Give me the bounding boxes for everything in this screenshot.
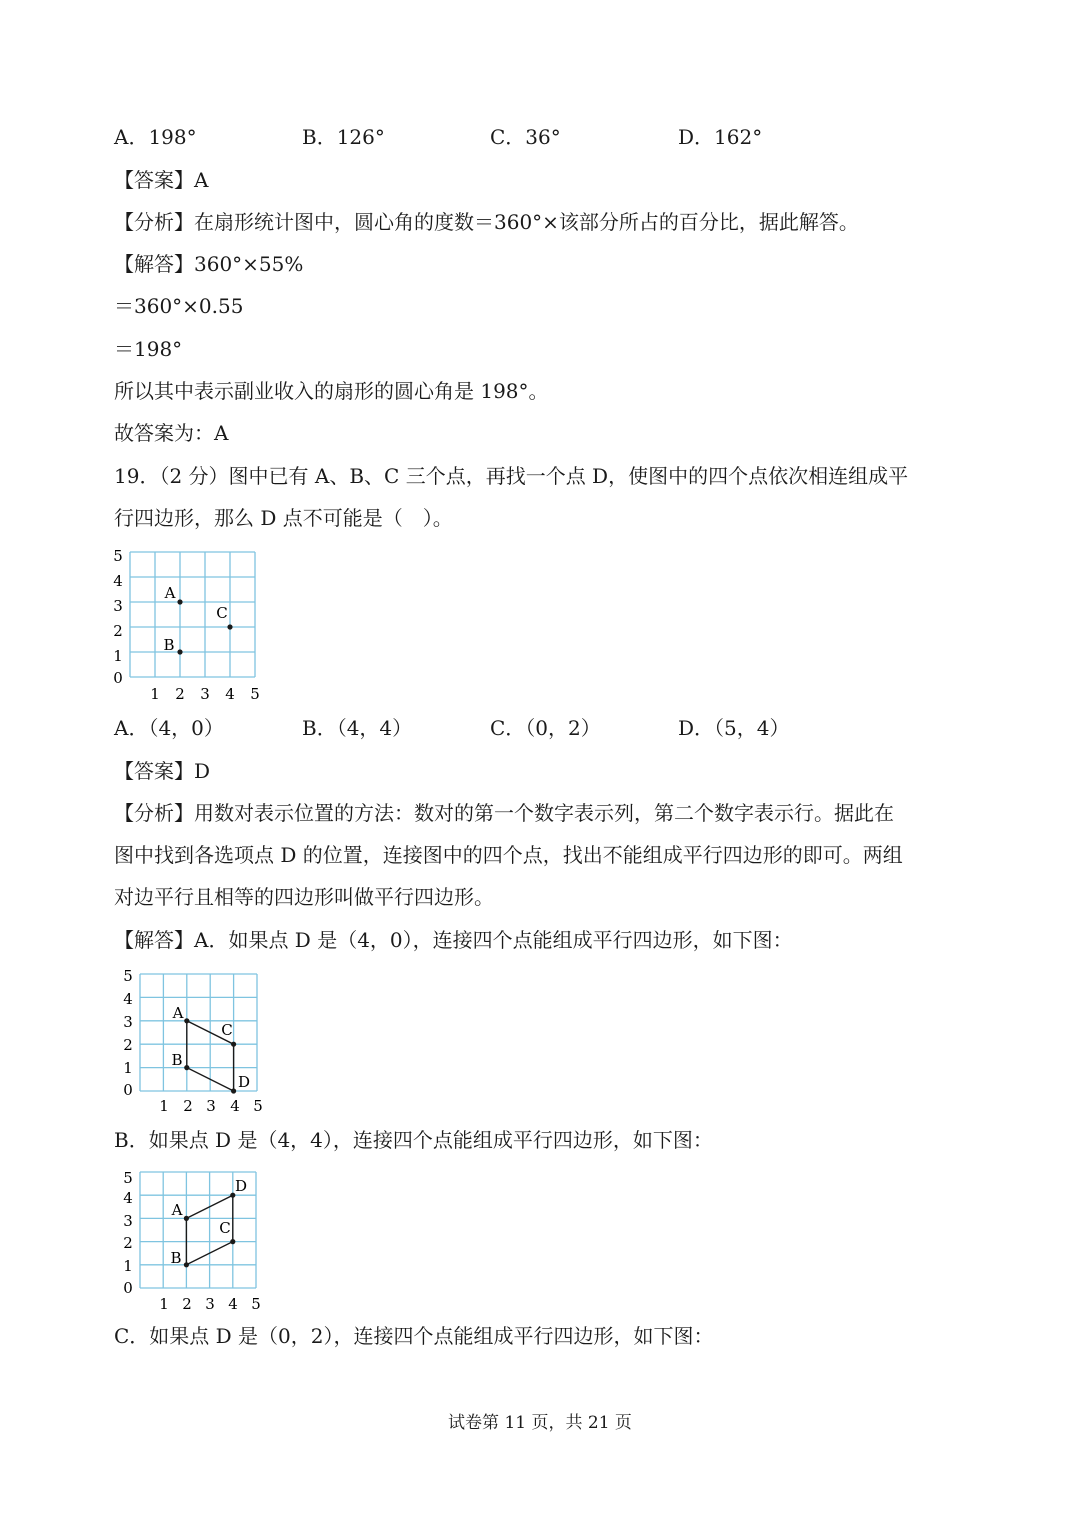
- q18-option-c: C．36°: [490, 125, 561, 149]
- page-footer: 试卷第 11 页，共 21 页: [448, 1413, 632, 1433]
- q19-option-b: B．（4，4）: [302, 716, 413, 740]
- point-label-c: C: [221, 1021, 233, 1039]
- q19-solution-c: C．如果点 D 是（0，2），连接四个点能组成平行四边形，如下图：: [114, 1324, 714, 1348]
- point-label-b: B: [171, 1051, 183, 1069]
- solution-b-grid-figure: [115, 1162, 275, 1314]
- q19-analysis: 对边平行且相等的四边形叫做平行四边形。: [114, 885, 494, 909]
- point-d-dot: [231, 1088, 236, 1093]
- y-tick-label: 4: [123, 990, 133, 1008]
- y-tick-label: 0: [113, 669, 123, 687]
- x-tick-labels: [159, 1295, 261, 1313]
- solution-a-grid-figure: [115, 964, 275, 1116]
- q19-stem: 19．（2 分）图中已有 A、B、C 三个点，再找一个点 D，使图中的四个点依次相连组成平: [114, 464, 909, 488]
- point-a-dot: [177, 599, 182, 604]
- point-c-dot: [230, 1239, 235, 1244]
- q19-option-c: C．（0，2）: [490, 716, 601, 740]
- q19-analysis: 【分析】用数对表示位置的方法：数对的第一个数字表示列，第二个数字表示行。据此在: [114, 801, 894, 825]
- q19-option-a: A．（4，0）: [114, 716, 224, 740]
- y-tick-label: 1: [123, 1059, 133, 1077]
- y-tick-label: 1: [113, 647, 123, 665]
- q18-final: 故答案为：A: [114, 421, 229, 445]
- x-tick-label: 3: [205, 1295, 215, 1313]
- q18-option-b: B．126°: [302, 125, 385, 149]
- x-tick-label: 5: [253, 1097, 263, 1115]
- q19-grid-figure: [108, 542, 268, 704]
- x-tick-label: 3: [200, 685, 210, 703]
- q19-solution-a: 【解答】A．如果点 D 是（4，0），连接四个点能组成平行四边形，如下图：: [114, 928, 793, 952]
- q18-solution-line: ＝360°×0.55: [114, 294, 244, 318]
- point-label-b: B: [170, 1249, 182, 1267]
- y-tick-label: 1: [123, 1257, 133, 1275]
- point-b-dot: [184, 1262, 189, 1267]
- x-tick-label: 2: [175, 685, 185, 703]
- y-tick-labels: [123, 1169, 133, 1297]
- y-tick-label: 4: [123, 1189, 133, 1207]
- x-tick-label: 2: [183, 1097, 193, 1115]
- x-tick-label: 1: [159, 1097, 169, 1115]
- q18-answer: 【答案】A: [114, 168, 209, 192]
- point-label-a: A: [171, 1201, 183, 1219]
- point-label-d: D: [234, 1177, 248, 1195]
- x-tick-labels: [159, 1097, 263, 1115]
- y-tick-label: 0: [123, 1081, 133, 1099]
- x-tick-label: 5: [250, 685, 260, 703]
- y-tick-label: 3: [123, 1013, 133, 1031]
- point-label-a: A: [172, 1004, 184, 1022]
- x-tick-label: 4: [225, 685, 235, 703]
- y-tick-labels: [113, 547, 123, 687]
- q18-solution-line: ＝198°: [114, 337, 183, 361]
- y-tick-label: 5: [123, 967, 133, 985]
- point-c-dot: [231, 1042, 236, 1047]
- point-label-c: C: [216, 604, 228, 622]
- q19-answer: 【答案】D: [114, 759, 211, 783]
- q18-analysis: 【分析】在扇形统计图中，圆心角的度数＝360°×该部分所占的百分比，据此解答。: [114, 210, 859, 234]
- y-tick-label: 0: [123, 1279, 133, 1297]
- y-tick-label: 3: [113, 597, 123, 615]
- point-b-dot: [184, 1065, 189, 1070]
- y-tick-label: 5: [113, 547, 123, 565]
- q18-option-d: D．162°: [678, 125, 763, 149]
- y-tick-label: 2: [123, 1036, 133, 1054]
- point-c-dot: [227, 624, 232, 629]
- y-tick-label: 3: [123, 1212, 133, 1230]
- q19-analysis: 图中找到各选项点 D 的位置，连接图中的四个点，找出不能组成平行四边形的即可。两组: [114, 843, 903, 867]
- x-tick-label: 2: [182, 1295, 192, 1313]
- x-tick-label: 3: [206, 1097, 216, 1115]
- q18-solution-line: 【解答】360°×55%: [114, 252, 304, 276]
- y-tick-labels: [123, 967, 133, 1099]
- q19-option-d: D．（5，4）: [678, 716, 790, 740]
- y-tick-label: 4: [113, 572, 123, 590]
- y-tick-label: 5: [123, 1169, 133, 1187]
- point-label-a: A: [164, 584, 176, 602]
- q19-solution-b: B．如果点 D 是（4，4），连接四个点能组成平行四边形，如下图：: [114, 1128, 713, 1152]
- point-a-dot: [184, 1018, 189, 1023]
- point-label-c: C: [219, 1219, 231, 1237]
- x-tick-label: 4: [230, 1097, 240, 1115]
- y-tick-label: 2: [113, 622, 123, 640]
- x-tick-label: 4: [228, 1295, 238, 1313]
- grid-lines: [130, 552, 255, 677]
- x-tick-label: 1: [150, 685, 160, 703]
- q18-conclusion: 所以其中表示副业收入的扇形的圆心角是 198°。: [114, 379, 549, 403]
- point-a-dot: [184, 1216, 189, 1221]
- x-tick-label: 5: [251, 1295, 261, 1313]
- y-tick-label: 2: [123, 1234, 133, 1252]
- point-b-dot: [177, 649, 182, 654]
- point-label-d: D: [237, 1073, 251, 1091]
- q18-option-a: A．198°: [114, 125, 197, 149]
- x-tick-label: 1: [159, 1295, 169, 1313]
- x-tick-labels: [150, 685, 260, 703]
- q19-stem: 行四边形，那么 D 点不可能是（ ）。: [114, 506, 453, 530]
- point-label-b: B: [163, 636, 175, 654]
